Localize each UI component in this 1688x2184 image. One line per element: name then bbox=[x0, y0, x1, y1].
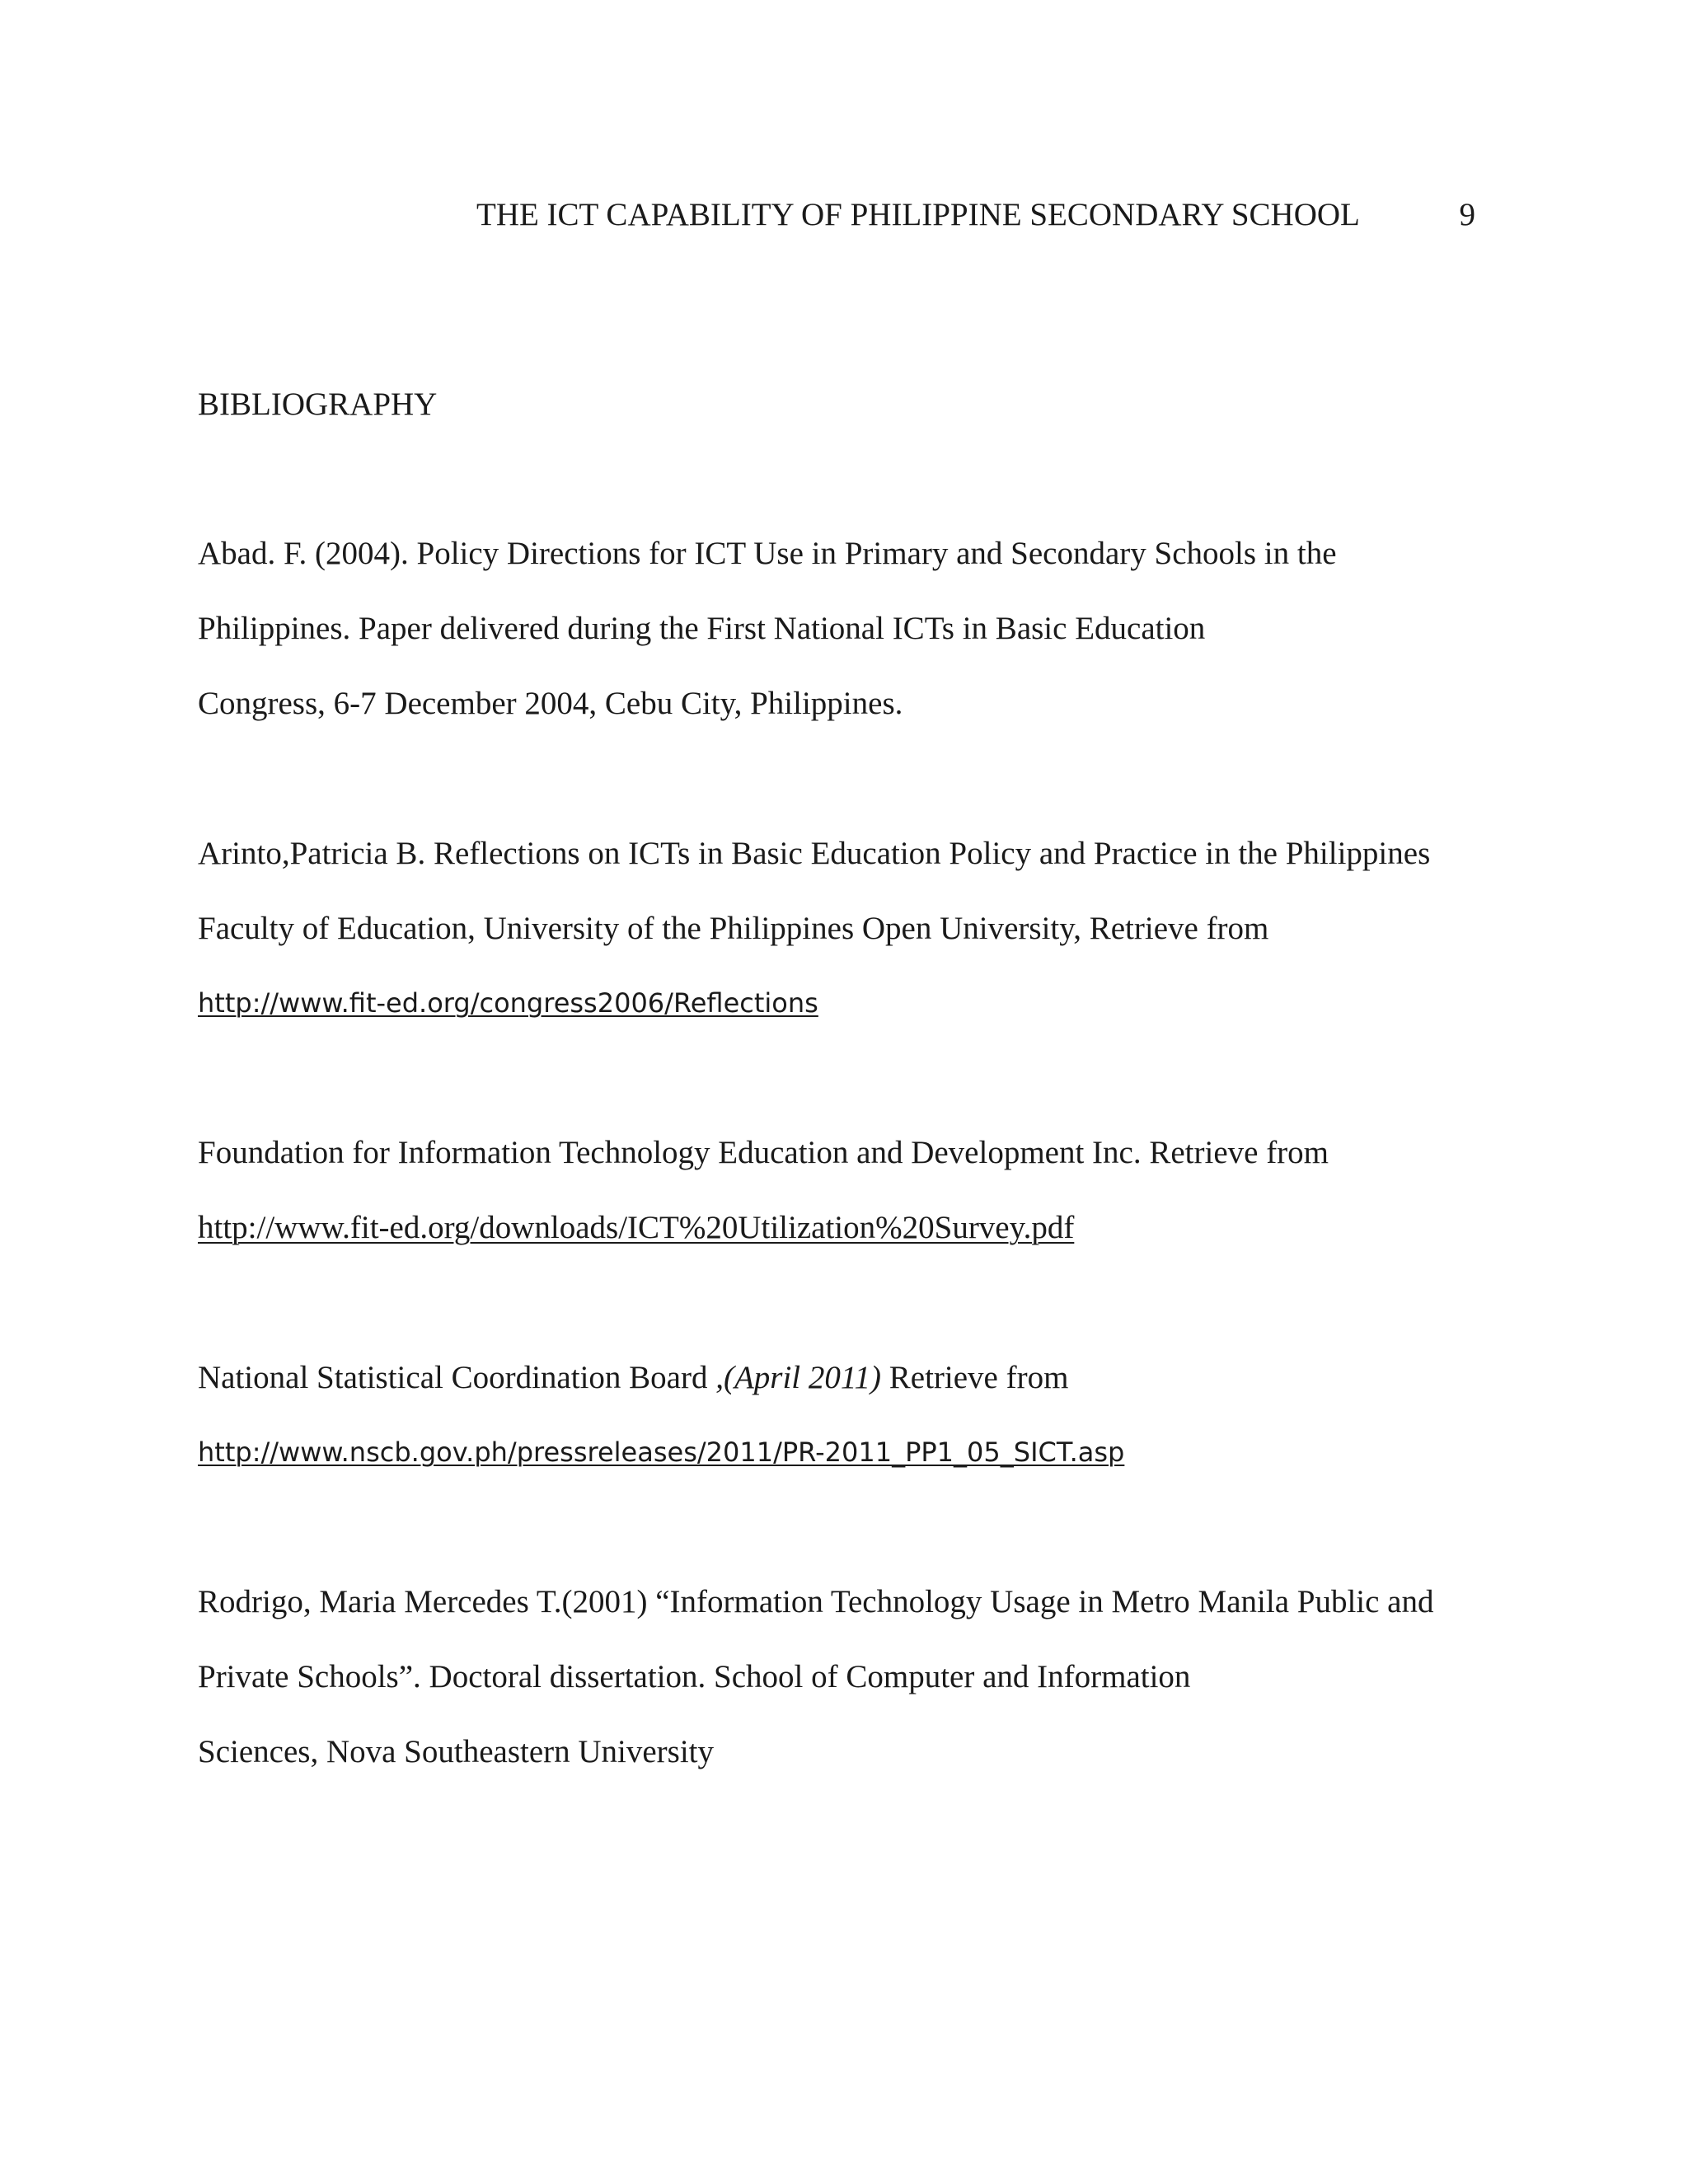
reference-5-line-1: Rodrigo, Maria Mercedes T.(2001) “Information Technology Usage in Metro Manila Public and bbox=[198, 1584, 1434, 1619]
reference-3-line-1: Foundation for Information Technology Education and Development Inc. Retrieve from bbox=[198, 1135, 1329, 1170]
reference-1-line-2: Philippines. Paper delivered during the First National ICTs in Basic Education bbox=[198, 611, 1206, 646]
reference-1-line-1: Abad. F. (2004). Policy Directions for ICT Use in Primary and Secondary Schools in the bbox=[198, 536, 1337, 571]
reference-2-line-1: Arinto,Patricia B. Reflections on ICTs in Basic Education Policy and Practice in the Philippines bbox=[198, 836, 1431, 871]
reference-4-line-1 bbox=[198, 1357, 1068, 1399]
reference-4-url-link[interactable]: http://www.nscb.gov.ph/pressreleases/2011/PR-2011_PP1_05_SICT.asp bbox=[198, 1436, 1125, 1468]
reference-4-date: ,(April 2011) bbox=[715, 1360, 881, 1395]
running-head-title: THE ICT CAPABILITY OF PHILIPPINE SECONDARY SCHOOL bbox=[476, 197, 1360, 232]
bibliography-heading: BIBLIOGRAPHY bbox=[198, 387, 438, 422]
reference-5-line-3: Sciences, Nova Southeastern University bbox=[198, 1734, 715, 1769]
reference-5-line-2: Private Schools”. Doctoral dissertation. School of Computer and Information bbox=[198, 1659, 1191, 1694]
reference-2-line-2: Faculty of Education, University of the Philippines Open University, Retrieve from bbox=[198, 911, 1269, 946]
reference-3-url-link[interactable]: http://www.fit-ed.org/downloads/ICT%20Utilization%20Survey.pdf bbox=[198, 1210, 1075, 1245]
reference-1-line-3: Congress, 6-7 December 2004, Cebu City, Philippines. bbox=[198, 686, 903, 721]
page-number: 9 bbox=[1459, 197, 1475, 232]
reference-4-retrieve-text: Retrieve from bbox=[881, 1360, 1069, 1395]
reference-2-url-link[interactable]: http://www.fit-ed.org/congress2006/Reflections bbox=[198, 987, 818, 1019]
reference-4-author: National Statistical Coordination Board bbox=[198, 1360, 716, 1395]
